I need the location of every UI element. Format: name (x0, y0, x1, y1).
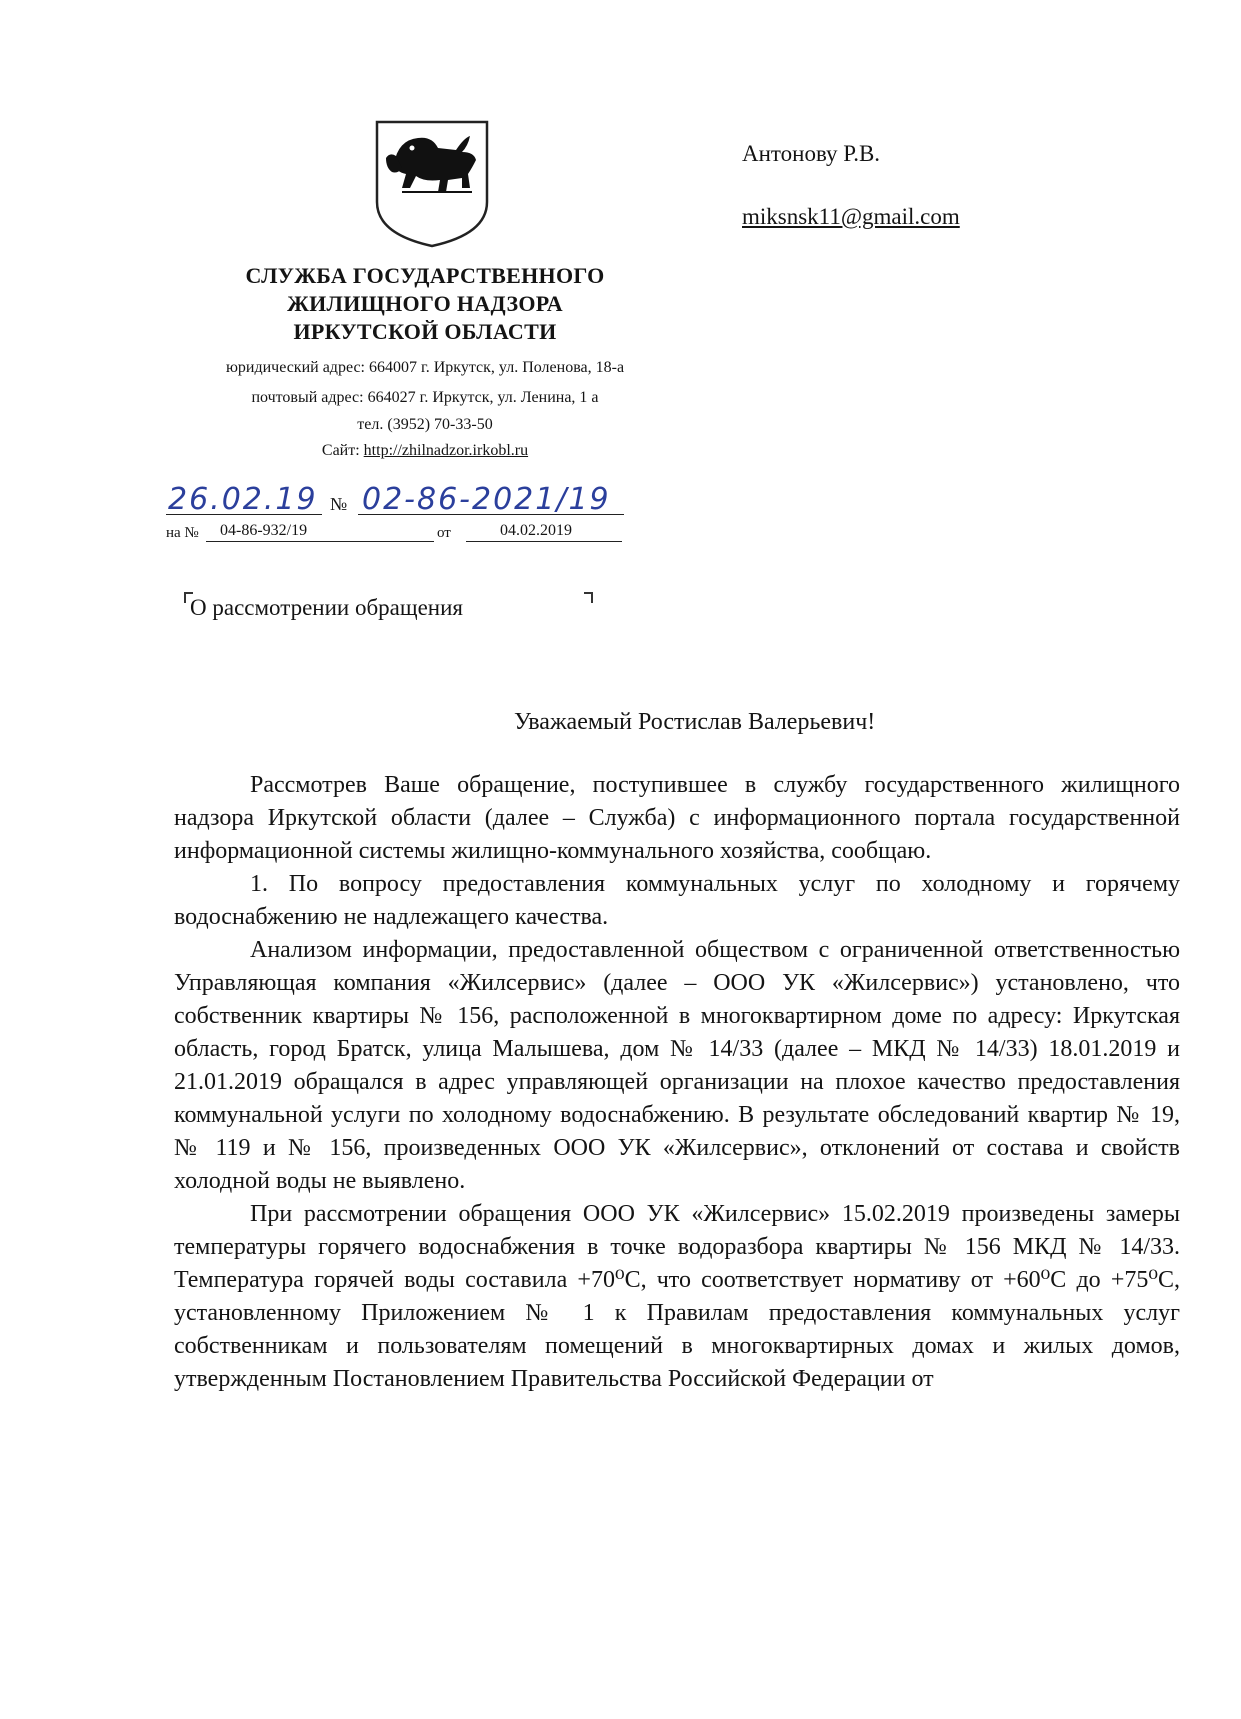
letter-body (174, 769, 1180, 1396)
handwritten-date: 26.02.19 (168, 482, 318, 517)
ref-date-underline (466, 541, 622, 542)
paragraph-3: Анализом информации, предоставленной обществом с ограниченной ответственностью Управляющая компания «Жилсервис» (далее – ООО УК «Жилсервис») установлено, что собственник квартиры № 156, расположенной в многоквартирном доме по адресу: Иркутская область, город Братск, улица Малышева, дом № 14/33 (далее – МКД № 14/33) 18.01.2019 и 21.01.2019 обращался в адрес управляющей организации на плохое качество предоставления коммунальной услуги по холодному водоснабжению. В результате обследований квартир № 19, № 119 и № 156, произведенных ООО УК «Жилсервис», отклонений от состава и свойств холодной воды не выявлено. (174, 937, 1180, 1194)
date-underline (166, 514, 322, 515)
subject-line: О рассмотрении обращения (190, 595, 463, 620)
ref-number-underline (206, 541, 434, 542)
org-name-line-3: ИРКУТСКОЙ ОБЛАСТИ (293, 319, 557, 344)
ref-date: 04.02.2019 (500, 522, 572, 539)
subject-corner-mark-right (584, 592, 593, 603)
website (190, 441, 660, 461)
org-name-line-2: ЖИЛИЩНОГО НАДЗОРА (287, 291, 563, 316)
recipient-name: Антонову Р.В. (742, 141, 881, 166)
greeting: Уважаемый Ростислав Валерьевич! (514, 709, 876, 735)
paragraph-4: При рассмотрении обращения ООО УК «Жилсервис» 15.02.2019 произведены замеры температуры горячего водоснабжения в точке водоразбора квартиры № 156 МКД № 14/33. Температура горячей воды составила +70⁰С, что соответствует нормативу от +60⁰С до +75⁰С, установленному Приложением № 1 к Правилам предоставления коммунальных услуг собственникам и пользователям помещений в многоквартирных домах и жилых домов, утвержденным Постановлением Правительства Российской Федерации от (174, 1201, 1180, 1392)
recipient-email[interactable]: miksnsk11@gmail.com (742, 204, 960, 229)
ref-from: от (437, 525, 451, 541)
ref-prefix: на № (166, 525, 199, 541)
coat-of-arms-emblem (372, 118, 492, 250)
website-label: Сайт: (321, 442, 364, 459)
legal-address: юридический адрес: 664007 г. Иркутск, ул. Поленова, 18-а (225, 359, 625, 376)
paragraph-1: Рассмотрев Ваше обращение, поступившее в службу государственного жилищного надзора Иркутской области (далее – Служба) с информационного портала государственной информационной системы жилищно-коммунального хозяйства, сообщаю. (174, 772, 1180, 864)
paragraph-2: 1. По вопросу предоставления коммунальных услуг по холодному и горячему водоснабжению не надлежащего качества. (174, 871, 1180, 930)
number-sign: № (330, 494, 348, 514)
website-link[interactable]: http://zhilnadzor.irkobl.ru (363, 442, 529, 459)
number-underline (358, 514, 624, 515)
handwritten-number: 02-86-2021/19 (362, 482, 611, 517)
phone: тел. (3952) 70-33-50 (357, 416, 493, 433)
postal-address: почтовый адрес: 664027 г. Иркутск, ул. Ленина, 1 а (251, 389, 599, 406)
org-name-line-1: СЛУЖБА ГОСУДАРСТВЕННОГО (245, 263, 605, 288)
ref-number: 04-86-932/19 (220, 522, 308, 539)
